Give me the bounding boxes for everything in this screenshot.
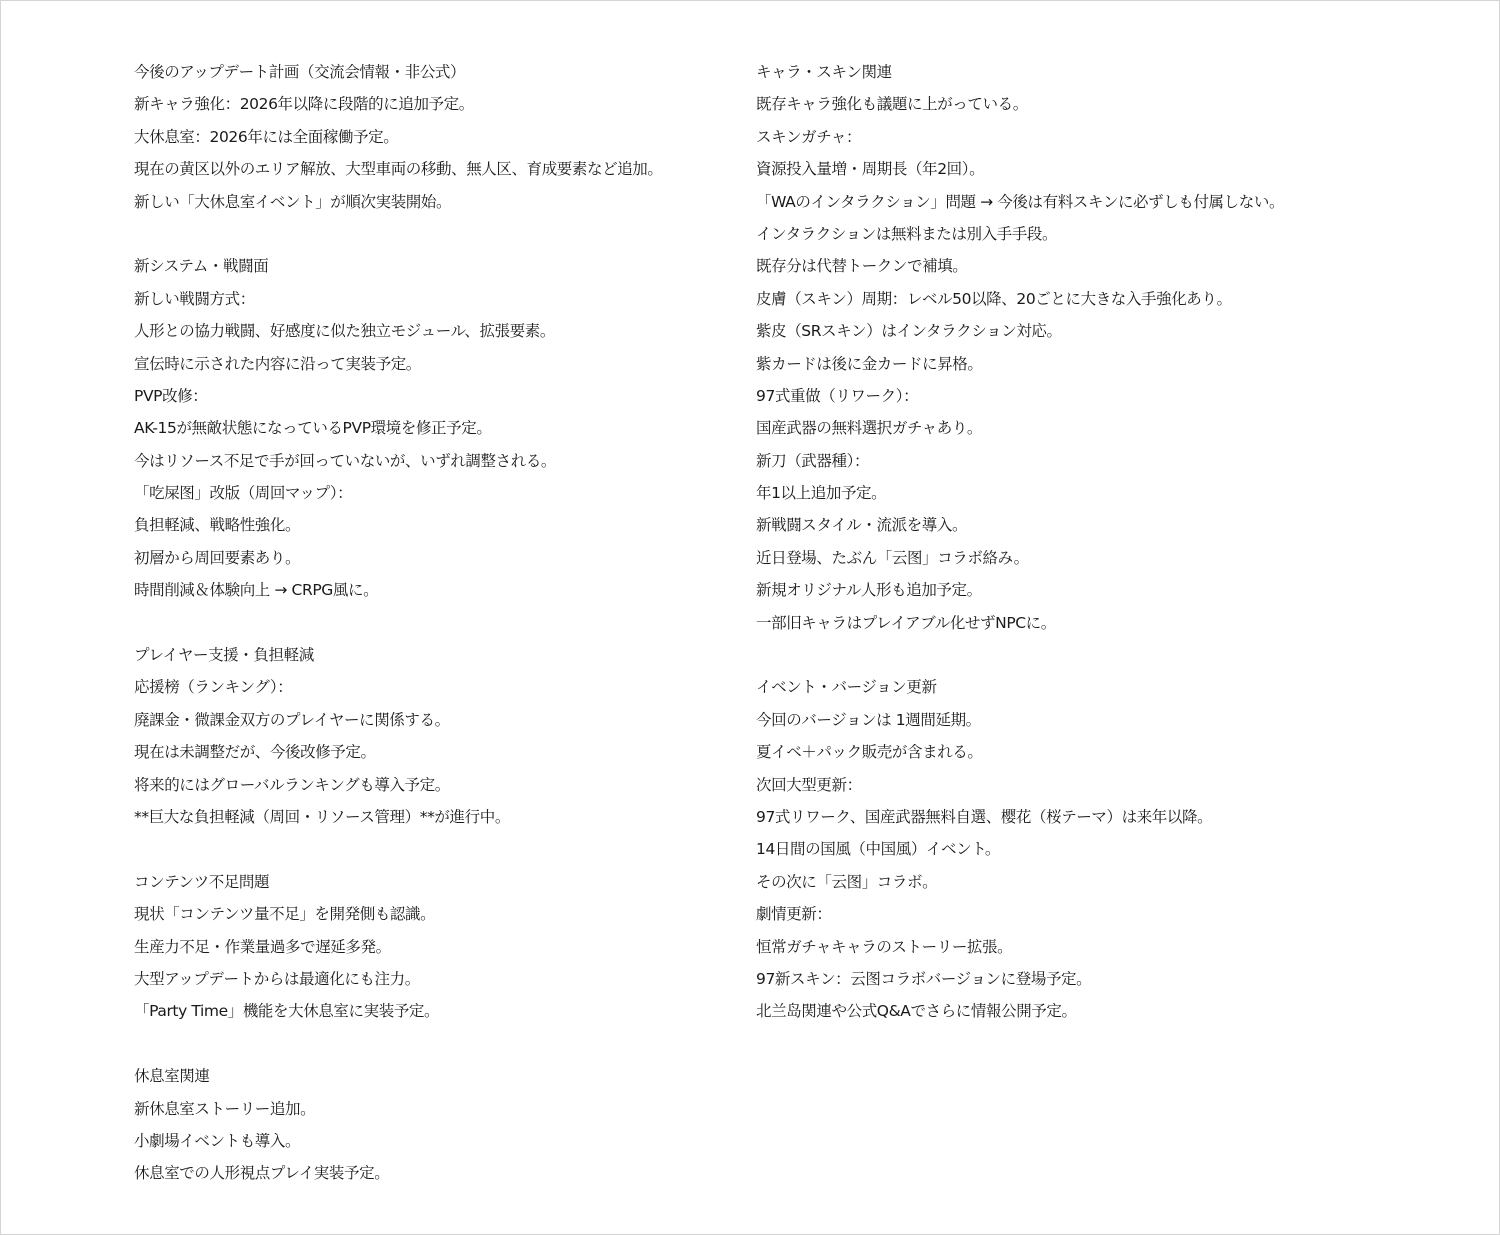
left-spacer (134, 218, 734, 250)
left-text-line: PVP改修： (134, 386, 208, 405)
right-text-line: 既存分は代替トークンで補填。 (756, 257, 968, 276)
left-spacer (134, 833, 734, 865)
left-text-line: 今後のアップデート計画（交流会情報・非公式） (134, 63, 466, 81)
left-text-line: 新キャラ強化：2026年以降に段階的に追加予定。 (134, 95, 474, 114)
left-spacer (134, 1028, 734, 1060)
right-text-line: 国産武器の無料選択ガチャあり。 (756, 419, 983, 438)
left-text-line: 現在の黄区以外のエリア解放、大型車両の移動、無人区、育成要素など追加。 (134, 160, 663, 179)
left-text-column (134, 56, 734, 1190)
left-text-line: 新休息室ストーリー追加。 (134, 1099, 316, 1118)
right-text-line: 新刀（武器種）： (756, 451, 870, 470)
right-text-line: 97新スキン：云图コラボバージョンに登場予定。 (756, 969, 1092, 988)
left-text-line: プレイヤー支援・負担軽減 (134, 646, 314, 665)
left-text-line: 応援榜（ランキング）： (134, 678, 293, 697)
right-text-line: 新戦闘スタイル・流派を導入。 (756, 516, 968, 535)
right-text-line: 14日間の国風（中国風）イベント。 (756, 840, 1001, 859)
left-text-line: 時間削減＆体験向上 → CRPG風に。 (134, 581, 379, 600)
right-text-line: 恒常ガチャキャラのストーリー拡張。 (756, 937, 1013, 956)
right-text-line: 紫皮（SRスキン）はインタラクション対応。 (756, 322, 1062, 341)
right-text-line: その次に「云图」コラボ。 (756, 872, 938, 891)
right-text-line: 一部旧キャラはプレイアブル化せずNPCに。 (756, 613, 1056, 632)
left-text-line: 大型アップデートからは最適化にも注力。 (134, 969, 420, 988)
left-text-line: 休息室での人形視点プレイ実装予定。 (134, 1164, 390, 1183)
right-text-line: 97式重做（リワーク）： (756, 386, 919, 405)
right-text-line: 次回大型更新： (756, 775, 862, 794)
left-text-line: **巨大な負担軽減（周回・リソース管理）**が進行中。 (134, 807, 510, 826)
left-text-line: 廃課金・微課金双方のプレイヤーに関係する。 (134, 710, 450, 729)
right-text-line: スキンガチャ： (756, 127, 862, 146)
left-text-line: 将来的にはグローバルランキングも導入予定。 (134, 775, 450, 794)
right-text-line: キャラ・スキン関連 (756, 63, 892, 81)
left-text-line: 宣伝時に示された内容に沿って実装予定。 (134, 354, 421, 373)
left-text-line: AK-15が無敵状態になっているPVP環境を修正予定。 (134, 419, 492, 438)
right-text-line: 近日登場、たぶん「云图」コラボ絡み。 (756, 548, 1029, 567)
left-text-line: 今はリソース不足で手が回っていないが、いずれ調整される。 (134, 451, 557, 470)
right-text-line: イベント・バージョン更新 (756, 678, 937, 697)
left-text-line: 小劇場イベントも導入。 (134, 1131, 301, 1150)
left-text-line: 「吃屎图」改版（周回マップ）： (134, 484, 353, 503)
left-text-line: 生産力不足・作業量過多で遅延多発。 (134, 937, 391, 956)
right-text-line: 夏イベ＋パック販売が含まれる。 (756, 743, 983, 762)
right-text-line: 既存キャラ強化も議題に上がっている。 (756, 95, 1028, 114)
right-text-line: 新規オリジナル人形も追加予定。 (756, 581, 982, 600)
right-text-line: 年1以上追加予定。 (756, 484, 887, 503)
left-text-line: 負担軽減、戦略性強化。 (134, 516, 301, 535)
right-text-line: 資源投入量増・周期長（年2回）。 (756, 160, 985, 179)
left-text-line: 「Party Time」機能を大休息室に実装予定。 (134, 1002, 440, 1021)
right-text-line: 劇情更新： (756, 905, 832, 924)
right-text-column (756, 56, 1476, 1028)
left-text-line: 新しい「大休息室イベント」が順次実装開始。 (134, 192, 452, 211)
left-text-line: 人形との協力戦闘、好感度に似た独立モジュール、拡張要素。 (134, 322, 555, 341)
left-text-line: 大休息室：2026年には全面稼働予定。 (134, 127, 399, 146)
right-text-line: 今回のバージョンは 1週間延期。 (756, 710, 981, 729)
left-text-line: 現在は未調整だが、今後改修予定。 (134, 743, 376, 762)
right-text-line: 紫カードは後に金カードに昇格。 (756, 354, 983, 373)
right-text-line: 「WAのインタラクション」問題 → 今後は有料スキンに必ずしも付属しない。 (756, 192, 1285, 211)
left-text-line: 初層から周回要素あり。 (134, 548, 301, 567)
left-text-line: 現状「コンテンツ量不足」を開発側も認識。 (134, 905, 436, 924)
right-spacer (756, 639, 1476, 671)
left-text-line: 休息室関連 (134, 1067, 210, 1086)
right-text-line: 皮膚（スキン）周期：レベル50以降、20ごとに大きな入手強化あり。 (756, 289, 1232, 308)
right-text-line: 97式リワーク、国産武器無料自選、樱花（桜テーマ）は来年以降。 (756, 807, 1213, 826)
right-text-line: 北兰岛関連や公式Q&Aでさらに情報公開予定。 (756, 1002, 1077, 1021)
left-text-line: コンテンツ不足問題 (134, 872, 270, 891)
right-text-line: インタラクションは無料または別入手手段。 (756, 224, 1058, 243)
left-spacer (134, 607, 734, 639)
left-text-line: 新しい戦闘方式： (134, 289, 255, 308)
left-text-line: 新システム・戦闘面 (134, 257, 269, 276)
